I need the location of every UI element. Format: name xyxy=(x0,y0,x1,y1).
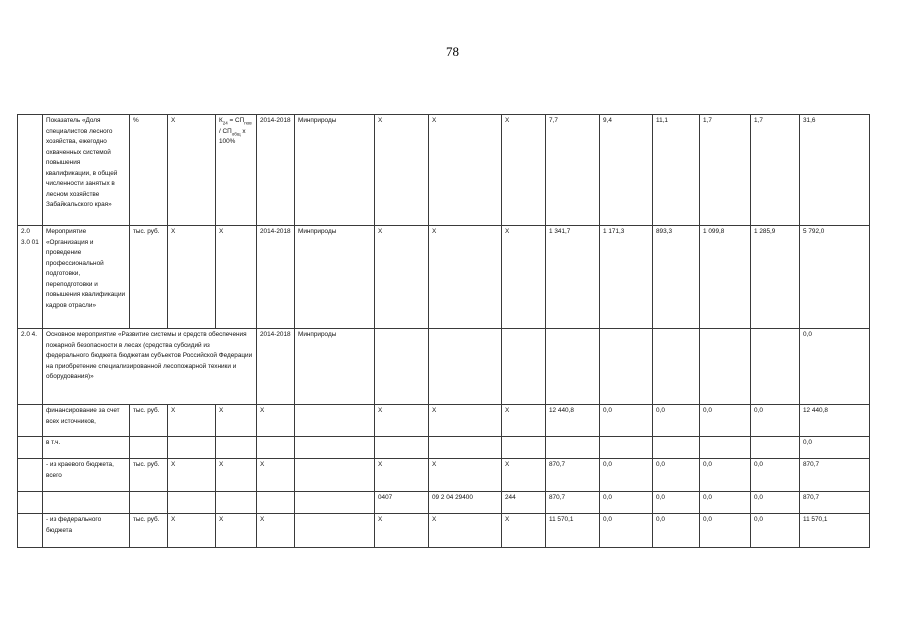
funding-name-cell: в т.ч. xyxy=(43,437,130,459)
value-2016-cell xyxy=(653,437,700,459)
value-2016-cell: 0,0 xyxy=(653,514,700,548)
row-number-cell xyxy=(18,437,43,459)
value-2016-cell: 893,3 xyxy=(653,226,700,329)
period-cell xyxy=(257,492,295,514)
value-2014-cell xyxy=(546,437,600,459)
total-cell: 5 792,0 xyxy=(800,226,870,329)
value-2015-cell: 9,4 xyxy=(600,115,653,226)
table-row xyxy=(18,437,870,459)
executor-cell: Минприроды xyxy=(295,226,375,329)
table-row xyxy=(18,514,870,548)
value-2018-cell: 1,7 xyxy=(751,115,800,226)
value-2015-cell: 1 171,3 xyxy=(600,226,653,329)
code-v-cell: Х xyxy=(502,226,546,329)
total-cell: 31,6 xyxy=(800,115,870,226)
row-number-cell xyxy=(18,514,43,548)
executor-cell xyxy=(295,437,375,459)
value-2014-cell: 7,7 xyxy=(546,115,600,226)
row-number-cell xyxy=(18,405,43,437)
value-2014-cell: 11 570,1 xyxy=(546,514,600,548)
value-2015-cell: 0,0 xyxy=(600,459,653,492)
mark-cell: Х xyxy=(216,226,257,329)
code-g-cell: Х xyxy=(375,226,429,329)
funding-name-cell: финансирование за счет всех источников, xyxy=(43,405,130,437)
period-cell: Х xyxy=(257,514,295,548)
code-v-cell: Х xyxy=(502,459,546,492)
value-2016-cell: 11,1 xyxy=(653,115,700,226)
mark-cell: Х xyxy=(168,226,216,329)
value-2014-cell xyxy=(546,329,600,405)
value-2017-cell xyxy=(700,329,751,405)
table-row xyxy=(18,115,870,226)
value-2017-cell: 1,7 xyxy=(700,115,751,226)
value-2014-cell: 1 341,7 xyxy=(546,226,600,329)
value-2017-cell: 0,0 xyxy=(700,514,751,548)
funding-name-cell: - из федерального бюджета xyxy=(43,514,130,548)
value-2018-cell: 0,0 xyxy=(751,405,800,437)
row-number-cell xyxy=(18,459,43,492)
period-cell: 2014-2018 xyxy=(257,226,295,329)
table-row xyxy=(18,492,870,514)
unit-cell: тыс. руб. xyxy=(130,459,168,492)
period-cell: Х xyxy=(257,405,295,437)
main-measure-name-cell: Основное мероприятие «Развитие системы и средств обеспечения пожарной безопасности в лесах (средства субсидий из федерального бюджета бюджетам субъектов Российской Федерации на приобретение специализированной лесопожарной техники и оборудования)» xyxy=(43,329,257,405)
total-cell: 11 570,1 xyxy=(800,514,870,548)
indicator-name-cell: Показатель «Доля специалистов лесного хозяйства, ежегодно охваченных системой повышения квалификации, в общей численности занятых в лесном хозяйстве Забайкальского края» xyxy=(43,115,130,226)
code-r-cell: Х xyxy=(429,226,502,329)
value-2018-cell xyxy=(751,437,800,459)
value-2015-cell: 0,0 xyxy=(600,405,653,437)
value-2017-cell: 0,0 xyxy=(700,492,751,514)
row-number-cell: 2.0 3.0 01 xyxy=(18,226,43,329)
total-cell: 0,0 xyxy=(800,329,870,405)
unit-cell: тыс. руб. xyxy=(130,514,168,548)
total-cell: 12 440,8 xyxy=(800,405,870,437)
period-cell: 2014-2018 xyxy=(257,115,295,226)
code-g-cell xyxy=(375,329,429,405)
unit-cell xyxy=(130,492,168,514)
value-2016-cell: 0,0 xyxy=(653,405,700,437)
code-g-cell: 0407 xyxy=(375,492,429,514)
value-2017-cell: 0,0 xyxy=(700,405,751,437)
code-v-cell: Х xyxy=(502,514,546,548)
mark-cell: Х xyxy=(216,514,257,548)
code-v-cell: Х xyxy=(502,115,546,226)
page-number: 78 xyxy=(446,44,459,59)
code-v-cell: 244 xyxy=(502,492,546,514)
table-row xyxy=(18,459,870,492)
executor-cell xyxy=(295,492,375,514)
code-r-cell: Х xyxy=(429,514,502,548)
code-g-cell xyxy=(375,437,429,459)
mark-cell: Х xyxy=(168,115,216,226)
measure-name-cell: Мероприятие «Организация и проведение профессиональной подготовки, переподготовки и повышения квалификации кадров отрасли» xyxy=(43,226,130,329)
program-table xyxy=(17,114,870,548)
value-2017-cell: 1 099,8 xyxy=(700,226,751,329)
period-cell: Х xyxy=(257,459,295,492)
code-r-cell: Х xyxy=(429,405,502,437)
table-row xyxy=(18,405,870,437)
executor-cell xyxy=(295,514,375,548)
value-2014-cell: 870,7 xyxy=(546,492,600,514)
mark-cell xyxy=(216,437,257,459)
code-g-cell: Х xyxy=(375,514,429,548)
mark-cell: Х xyxy=(216,459,257,492)
value-2015-cell xyxy=(600,329,653,405)
executor-cell: Минприроды xyxy=(295,329,375,405)
code-r-cell xyxy=(429,437,502,459)
total-cell: 870,7 xyxy=(800,459,870,492)
formula-cell: $К_{24} = СП_{пов} / СП_{общ}$ х 100% xyxy=(216,115,257,226)
value-2017-cell: 0,0 xyxy=(700,459,751,492)
unit-cell xyxy=(130,437,168,459)
value-2018-cell: 0,0 xyxy=(751,514,800,548)
executor-cell xyxy=(295,405,375,437)
value-2017-cell xyxy=(700,437,751,459)
value-2014-cell: 870,7 xyxy=(546,459,600,492)
value-2015-cell xyxy=(600,437,653,459)
code-r-cell: 09 2 04 29400 xyxy=(429,492,502,514)
code-g-cell: Х xyxy=(375,115,429,226)
unit-cell: тыс. руб. xyxy=(130,226,168,329)
total-cell: 0,0 xyxy=(800,437,870,459)
value-2014-cell: 12 440,8 xyxy=(546,405,600,437)
unit-cell: % xyxy=(130,115,168,226)
value-2016-cell xyxy=(653,329,700,405)
funding-name-cell: - из краевого бюджета, всего xyxy=(43,459,130,492)
mark-cell: Х xyxy=(168,514,216,548)
value-2018-cell xyxy=(751,329,800,405)
value-2015-cell: 0,0 xyxy=(600,492,653,514)
mark-cell xyxy=(168,492,216,514)
mark-cell: Х xyxy=(216,405,257,437)
code-r-cell: Х xyxy=(429,115,502,226)
code-g-cell: Х xyxy=(375,459,429,492)
code-r-cell: Х xyxy=(429,459,502,492)
value-2018-cell: 0,0 xyxy=(751,459,800,492)
value-2016-cell: 0,0 xyxy=(653,459,700,492)
value-2018-cell: 1 285,9 xyxy=(751,226,800,329)
period-cell: 2014-2018 xyxy=(257,329,295,405)
row-number-cell xyxy=(18,492,43,514)
mark-cell xyxy=(216,492,257,514)
value-2018-cell: 0,0 xyxy=(751,492,800,514)
executor-cell: Минприроды xyxy=(295,115,375,226)
table-row xyxy=(18,226,870,329)
row-number-cell xyxy=(18,115,43,226)
code-v-cell: Х xyxy=(502,405,546,437)
unit-cell: тыс. руб. xyxy=(130,405,168,437)
table-row xyxy=(18,329,870,405)
period-cell xyxy=(257,437,295,459)
code-v-cell xyxy=(502,437,546,459)
total-cell: 870,7 xyxy=(800,492,870,514)
code-v-cell xyxy=(502,329,546,405)
code-r-cell xyxy=(429,329,502,405)
value-2015-cell: 0,0 xyxy=(600,514,653,548)
mark-cell: Х xyxy=(168,405,216,437)
mark-cell: Х xyxy=(168,459,216,492)
mark-cell xyxy=(168,437,216,459)
executor-cell xyxy=(295,459,375,492)
funding-name-cell xyxy=(43,492,130,514)
value-2016-cell: 0,0 xyxy=(653,492,700,514)
row-number-cell: 2.0 4. xyxy=(18,329,43,405)
code-g-cell: Х xyxy=(375,405,429,437)
